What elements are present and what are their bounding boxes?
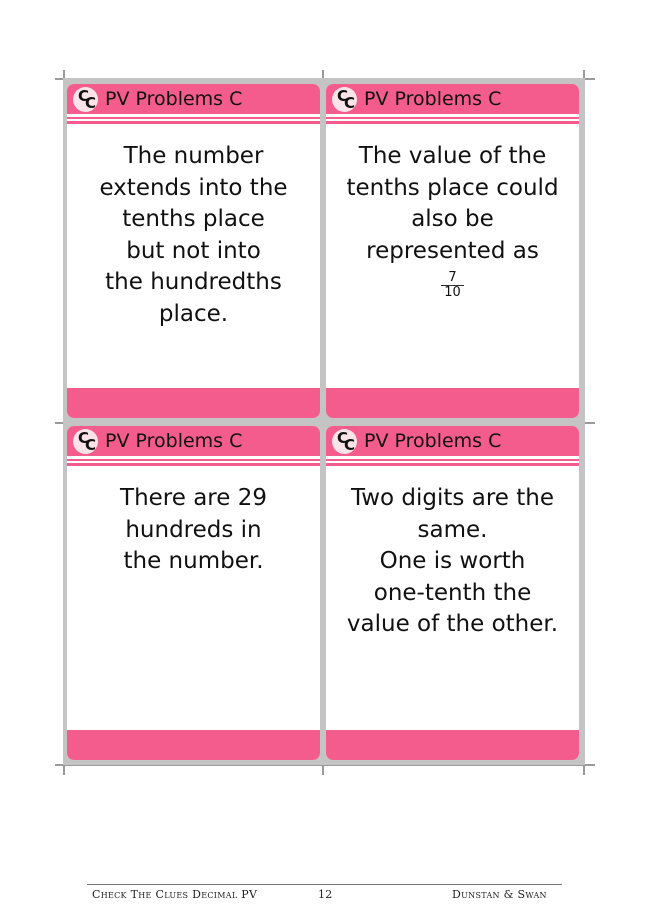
logo-letter: C bbox=[344, 436, 356, 454]
clue-text bbox=[71, 483, 316, 578]
clue-card bbox=[67, 426, 320, 760]
header-rule bbox=[326, 459, 579, 461]
card-footer bbox=[67, 730, 320, 760]
footer-rule bbox=[87, 884, 562, 885]
clue-line: The number bbox=[123, 143, 264, 169]
logo-letter: C bbox=[85, 436, 97, 454]
clue-line: place. bbox=[158, 300, 229, 327]
header-rule bbox=[67, 463, 320, 466]
logo-letter: C bbox=[337, 429, 349, 447]
card-header bbox=[326, 426, 579, 456]
clue-line: hundreds in bbox=[125, 516, 262, 543]
card-title: PV Problems C bbox=[105, 88, 243, 110]
fraction-denominator: 10 bbox=[444, 285, 461, 300]
clue-line: value of the other. bbox=[346, 611, 559, 637]
fraction-numerator: 7 bbox=[441, 271, 464, 286]
cc-logo-icon bbox=[73, 87, 98, 112]
footer-book-title: Check The Clues Decimal PV bbox=[92, 888, 258, 901]
footer-authors: Dunstan & Swan bbox=[452, 888, 547, 901]
clue-line: same. bbox=[417, 516, 488, 543]
card-header bbox=[67, 426, 320, 456]
card-header bbox=[67, 84, 320, 114]
fraction bbox=[441, 271, 464, 300]
clue-line: represented as bbox=[366, 237, 539, 264]
clue-line: the hundredths bbox=[105, 269, 282, 295]
card-footer bbox=[326, 388, 579, 418]
clue-card bbox=[326, 84, 579, 418]
header-rule bbox=[67, 459, 320, 461]
cc-logo-icon bbox=[332, 429, 357, 454]
clue-line: tenths place bbox=[122, 206, 265, 232]
clue-line: the number. bbox=[123, 548, 264, 574]
header-rule bbox=[326, 463, 579, 466]
card-title: PV Problems C bbox=[105, 430, 243, 452]
card-footer bbox=[326, 730, 579, 760]
card-sheet bbox=[63, 78, 585, 765]
logo-letter: C bbox=[78, 87, 90, 105]
card-title: PV Problems C bbox=[364, 430, 502, 452]
logo-letter: C bbox=[78, 429, 90, 447]
clue-line: one-tenth the bbox=[373, 579, 532, 606]
clue-line: also be bbox=[411, 206, 494, 232]
card-footer bbox=[67, 388, 320, 418]
logo-letter: C bbox=[85, 94, 97, 112]
header-rule bbox=[67, 121, 320, 124]
logo-letter: C bbox=[337, 87, 349, 105]
clue-card bbox=[326, 426, 579, 760]
clue-text bbox=[71, 141, 316, 330]
clue-line: tenths place could bbox=[346, 174, 559, 201]
logo-letter: C bbox=[344, 94, 356, 112]
clue-text bbox=[330, 141, 575, 300]
clue-line: One is worth bbox=[379, 548, 526, 574]
card-title: PV Problems C bbox=[364, 88, 502, 110]
clue-line: Two digits are the bbox=[351, 485, 554, 511]
header-rule bbox=[326, 121, 579, 124]
page-number: 12 bbox=[318, 888, 333, 901]
clue-line: extends into the bbox=[99, 174, 288, 201]
cc-logo-icon bbox=[73, 429, 98, 454]
header-rule bbox=[326, 117, 579, 119]
card-header bbox=[326, 84, 579, 114]
clue-line: The value of the bbox=[358, 143, 547, 169]
cc-logo-icon bbox=[332, 87, 357, 112]
clue-text bbox=[330, 483, 575, 641]
clue-line: but not into bbox=[126, 237, 261, 264]
clue-card bbox=[67, 84, 320, 418]
clue-line: There are 29 bbox=[120, 485, 267, 511]
header-rule bbox=[67, 117, 320, 119]
